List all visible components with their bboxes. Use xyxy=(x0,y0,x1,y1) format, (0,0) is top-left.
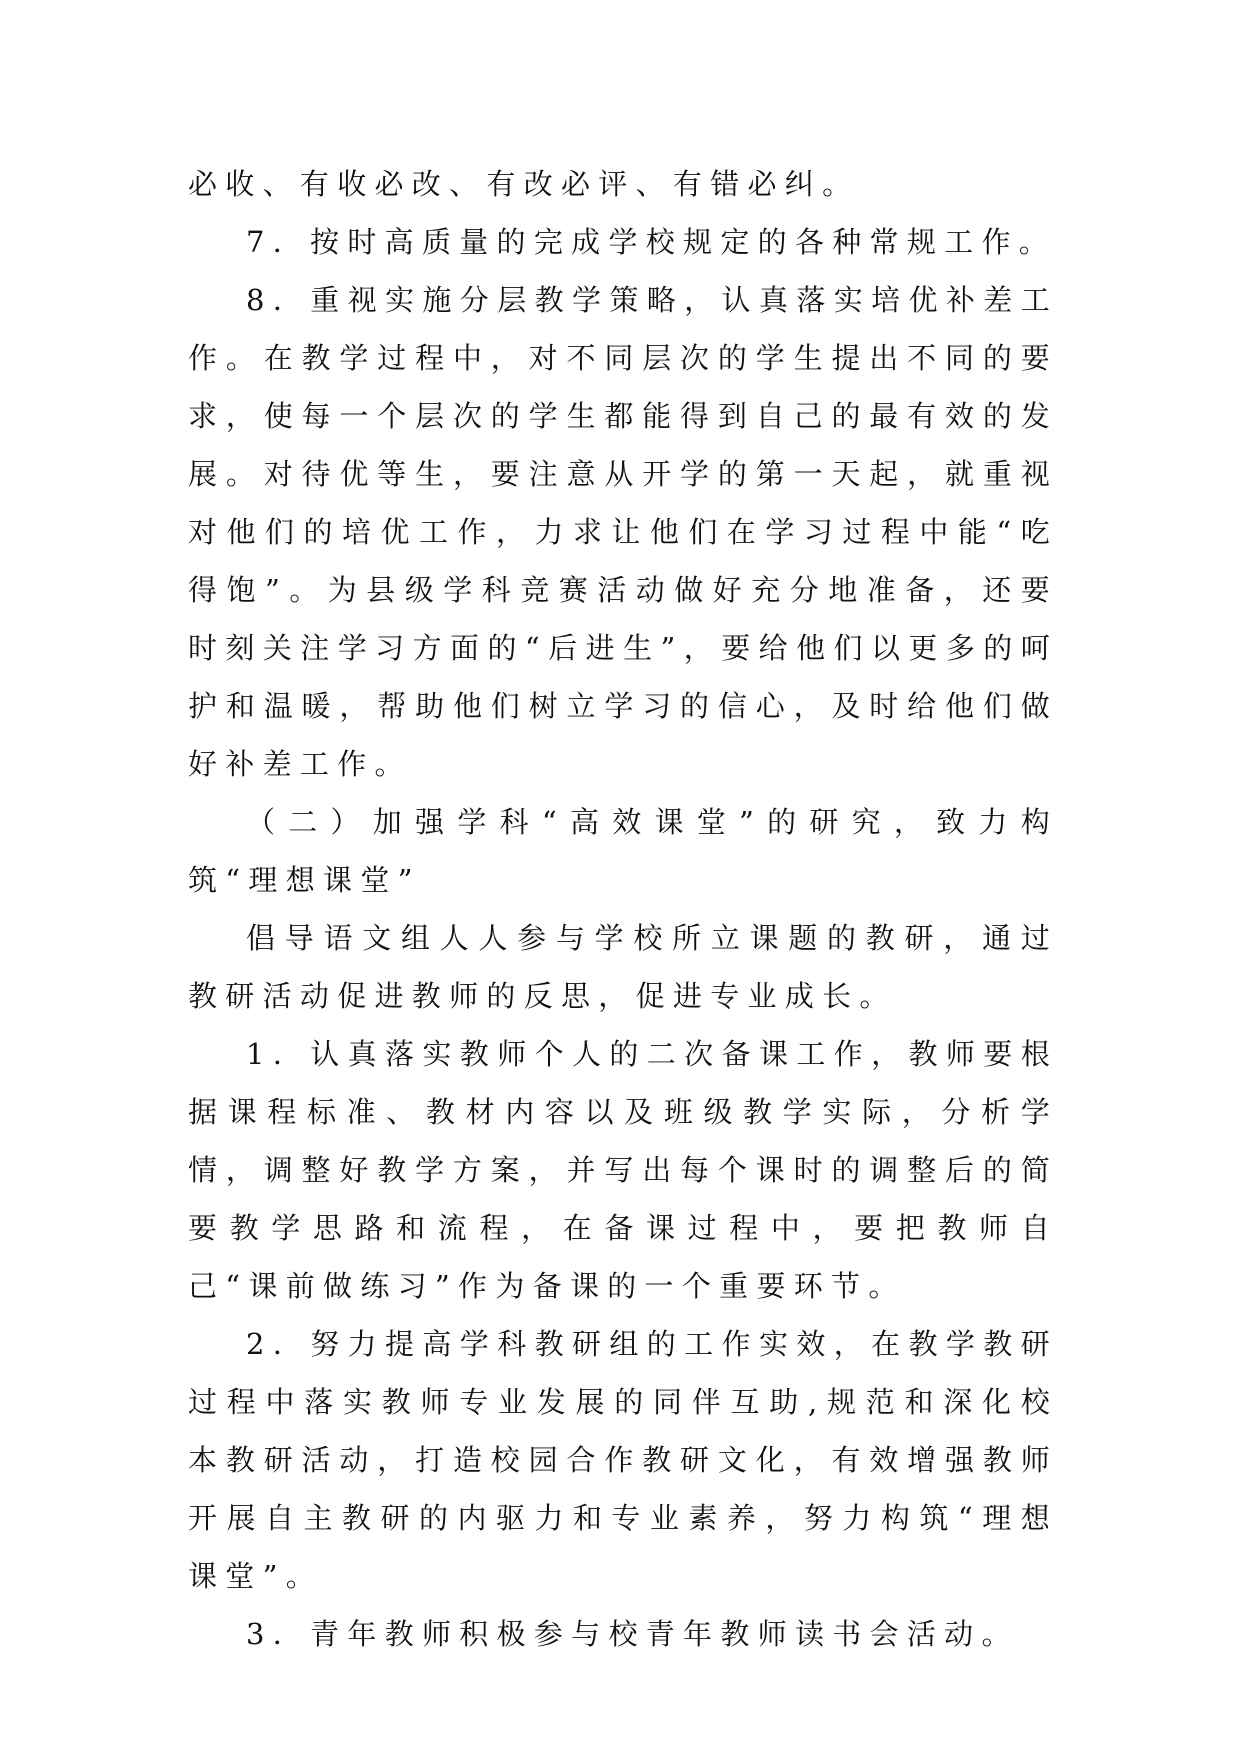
paragraph-section-2-intro: 倡导语文组人人参与学校所立课题的教研，通过教研活动促进教师的反思，促进专业成长。 xyxy=(188,921,1058,1013)
paragraph-continuation: 必收、有收必改、有改必评、有错必纠。 xyxy=(188,167,860,201)
paragraph-item-3: 3．青年教师积极参与校青年教师读书会活动。 xyxy=(246,1617,1019,1651)
document-body xyxy=(188,155,1058,1663)
paragraph-item-2: 2．努力提高学科教研组的工作实效，在教学教研过程中落实教师专业发展的同伴互助,规范和深化校本教研活动，打造校园合作教研文化，有效增强教师开展自主教研的内驱力和专业素养，努力构筑“理想课堂”。 xyxy=(188,1327,1058,1593)
paragraph-item-1: 1．认真落实教师个人的二次备课工作，教师要根据课程标准、教材内容以及班级教学实际，分析学情，调整好教学方案，并写出每个课时的调整后的简要教学思路和流程，在备课过程中，要把教师自己“课前做练习”作为备课的一个重要环节。 xyxy=(188,1037,1058,1303)
section-heading-2: （二）加强学科“高效课堂”的研究，致力构筑“理想课堂” xyxy=(188,805,1058,897)
paragraph-item-8: 8．重视实施分层教学策略，认真落实培优补差工作。在教学过程中，对不同层次的学生提出不同的要求，使每一个层次的学生都能得到自己的最有效的发展。对待优等生，要注意从开学的第一天起，就重视对他们的培优工作，力求让他们在学习过程中能“吃得饱”。为县级学科竞赛活动做好充分地准备，还要时刻关注学习方面的“后进生”，要给他们以更多的呵护和温暖，帮助他们树立学习的信心，及时给他们做好补差工作。 xyxy=(188,283,1058,781)
paragraph-item-7: 7．按时高质量的完成学校规定的各种常规工作。 xyxy=(246,225,1057,259)
